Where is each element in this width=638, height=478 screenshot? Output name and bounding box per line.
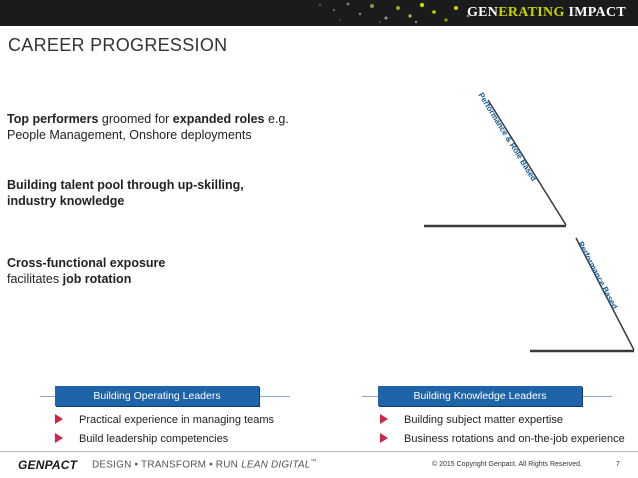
bullet-left-1 [55, 414, 274, 426]
text-groomed-for: groomed for [98, 112, 173, 126]
copyright-text: © 2015 Copyright Genpact. All Rights Reserved. [432, 461, 582, 468]
bullet-arrow-icon [380, 414, 388, 424]
bullet-text: Build leadership competencies [79, 433, 229, 445]
tag-knowledge-leaders: Building Knowledge Leaders [378, 386, 582, 406]
footer [0, 452, 638, 478]
brand-text-erating: ERATING [498, 5, 565, 20]
brand-text-impact: IMPACT [568, 5, 626, 20]
bullet-text: Business rotations and on-the-job experience [404, 433, 625, 445]
tagline-tm: ™ [310, 459, 317, 465]
text-facilitates: facilitates [7, 272, 63, 286]
brand-text-gen: GEN [466, 5, 499, 20]
text-bold-top-performers: Top performers [7, 112, 99, 126]
label-performance-based: Performance Based [576, 240, 620, 311]
tag-operating-leaders: Building Operating Leaders [55, 386, 259, 406]
text-bold-cross-functional: Cross-functional exposure [7, 256, 166, 270]
bullet-arrow-icon [55, 433, 63, 443]
bullet-arrow-icon [380, 433, 388, 443]
text-eg: e.g. [264, 112, 289, 126]
text-bold-expanded-roles: expanded roles [172, 112, 265, 126]
text-talent-pool-line1: Building talent pool through up-skilling, [7, 178, 244, 192]
tagline-lean-digital: LEAN DIGITAL [241, 459, 311, 471]
bullet-right-2 [380, 433, 625, 445]
bullet-arrow-icon [55, 414, 63, 424]
footer-tagline [92, 459, 317, 470]
genpact-logo: GENPACT [18, 458, 78, 472]
bullet-text: Practical experience in managing teams [79, 414, 275, 426]
text-people-management: People Management, Onshore deployments [7, 128, 252, 142]
bullet-left-2 [55, 433, 228, 445]
label-performance-role-based: Performance & Role Based [476, 91, 539, 183]
page-number: 7 [616, 461, 620, 468]
text-talent-pool-line2: industry knowledge [7, 194, 125, 208]
bullet-right-1 [380, 414, 563, 426]
text-bold-job-rotation: job rotation [62, 272, 132, 286]
tagline-plain: DESIGN • TRANSFORM • RUN [92, 459, 242, 471]
bullet-text: Building subject matter expertise [404, 414, 563, 426]
slide-title: CAREER PROGRESSION [8, 35, 228, 55]
